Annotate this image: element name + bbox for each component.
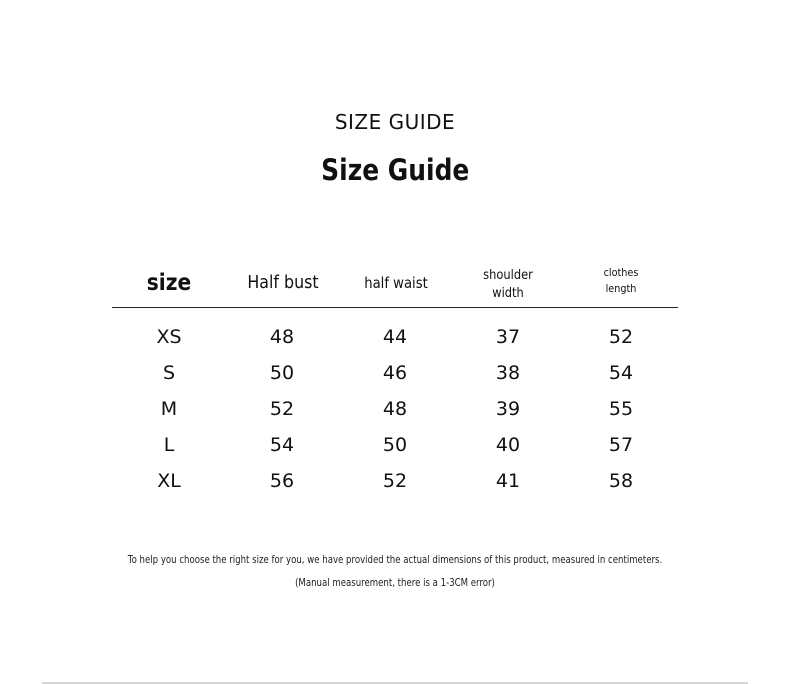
cell-half-waist: 52	[382, 470, 408, 492]
cell-shoulder-width: 39	[495, 398, 521, 420]
cell-half-bust: 50	[269, 362, 295, 384]
table-body	[112, 322, 678, 502]
table-header-row	[112, 256, 678, 308]
size-guide-eyebrow: SIZE GUIDE	[334, 110, 456, 134]
cell-size: XL	[157, 470, 181, 492]
cell-half-bust: 52	[269, 398, 295, 420]
cell-clothes-length: 52	[608, 326, 634, 348]
size-table	[112, 256, 678, 502]
table-row	[112, 322, 678, 358]
cell-shoulder-width: 37	[495, 326, 521, 348]
cell-half-waist: 50	[382, 434, 408, 456]
header-shoulder-width-line1: shoulder	[483, 268, 533, 283]
cell-half-bust: 48	[269, 326, 295, 348]
page-title: Size Guide	[321, 153, 470, 187]
header-half-waist: half waist	[364, 274, 428, 292]
cell-half-bust: 54	[269, 434, 295, 456]
cell-half-waist: 48	[382, 398, 408, 420]
header-size: size	[146, 270, 192, 296]
table-row	[112, 394, 678, 430]
header-shoulder-width	[483, 267, 533, 303]
header-shoulder-width-line2: width	[492, 286, 524, 301]
cell-half-bust: 56	[269, 470, 295, 492]
cell-clothes-length: 55	[608, 398, 634, 420]
cell-shoulder-width: 41	[495, 470, 521, 492]
header-clothes-length-line1: clothes	[603, 266, 639, 279]
table-row	[112, 358, 678, 394]
measurement-error-note: (Manual measurement, there is a 1-3CM error)	[295, 576, 495, 589]
cell-size: L	[163, 434, 175, 456]
header-clothes-length	[604, 265, 639, 297]
cell-clothes-length: 54	[608, 362, 634, 384]
cell-half-waist: 44	[382, 326, 408, 348]
cell-half-waist: 46	[382, 362, 408, 384]
cell-size: XS	[156, 326, 182, 348]
table-row	[112, 430, 678, 466]
cell-clothes-length: 57	[608, 434, 634, 456]
cell-size: M	[160, 398, 178, 420]
table-row	[112, 466, 678, 502]
header-clothes-length-line2: length	[605, 282, 637, 295]
cell-clothes-length: 58	[608, 470, 634, 492]
header-half-bust: Half bust	[247, 272, 319, 293]
measurement-note: To help you choose the right size for you, we have provided the actual dimensions of this product, measured in centimeters.	[127, 553, 663, 566]
cell-shoulder-width: 38	[495, 362, 521, 384]
cell-size: S	[162, 362, 176, 384]
cell-shoulder-width: 40	[495, 434, 521, 456]
